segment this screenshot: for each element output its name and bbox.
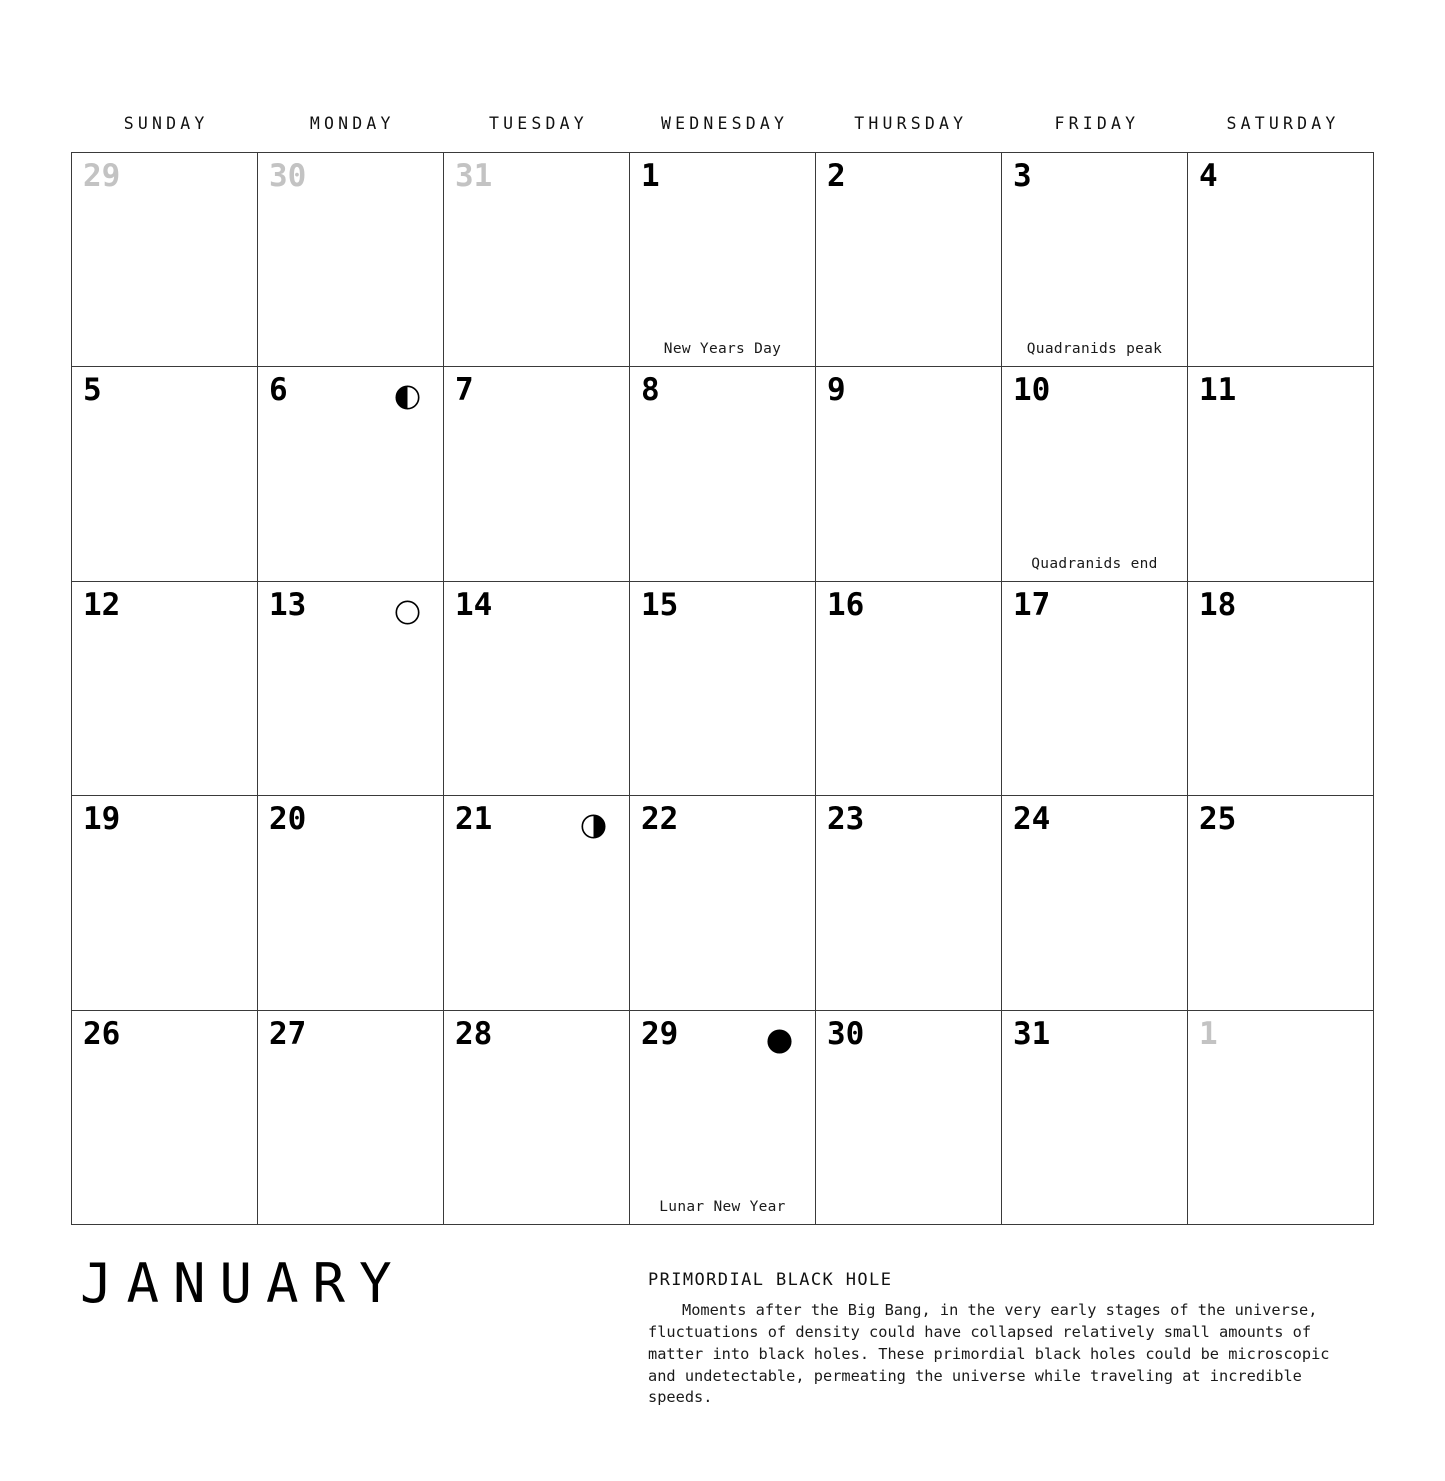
day-number: 8 [641,372,660,409]
day-number: 1 [641,158,660,194]
calendar-grid [71,152,1374,1225]
calendar-day-cell[interactable] [630,582,816,796]
calendar-day-cell[interactable] [1188,582,1374,796]
calendar-day-cell[interactable] [1002,796,1188,1010]
day-number: 4 [1199,158,1218,194]
day-number: 2 [827,158,846,194]
day-number: 29 [641,1015,679,1052]
calendar-day-cell[interactable] [258,796,444,1010]
day-number: 9 [827,372,846,409]
calendar-day-cell[interactable] [1188,153,1374,367]
day-number: 29 [83,158,121,194]
calendar-day-cell[interactable] [1002,582,1188,796]
day-number: 10 [1013,372,1051,409]
day-number: 31 [455,158,493,194]
calendar-day-cell[interactable] [816,582,1002,796]
full-moon-icon [766,1028,793,1055]
calendar-day-cell[interactable] [444,153,630,367]
new-moon-outline-icon [394,599,421,626]
calendar-day-cell[interactable] [444,1011,630,1225]
day-number: 11 [1199,372,1237,409]
day-number: 17 [1013,586,1051,623]
calendar-day-cell[interactable] [630,1011,816,1225]
calendar-day-cell[interactable] [1002,153,1188,367]
last-quarter-moon-icon [394,384,421,411]
day-number: 25 [1199,801,1237,838]
day-event-label: Quadranids peak [1026,341,1163,358]
weekday-label: THURSDAY [854,114,968,133]
calendar-day-cell[interactable] [258,1011,444,1225]
weekday-header-row [71,114,1374,133]
calendar-day-cell[interactable] [444,796,630,1010]
day-number: 1 [1199,1015,1218,1052]
calendar-day-cell[interactable] [72,796,258,1010]
month-title: JANUARY [80,1252,406,1315]
calendar-day-cell[interactable] [1002,1011,1188,1225]
calendar-day-cell[interactable] [816,796,1002,1010]
day-number: 13 [269,586,307,623]
day-number: 6 [269,372,288,409]
day-event-label: New Years Day [663,341,782,358]
article-body: Moments after the Big Bang, in the very early stages of the universe, fluctuations of density could have collapsed relatively small amounts of matter into black holes. These primordial black holes could be microscopic and undetectable, permeating the universe while traveling at incredible speeds. [648,1301,1339,1407]
calendar-day-cell[interactable] [72,153,258,367]
first-quarter-moon-icon [580,813,607,840]
calendar-day-cell[interactable] [630,153,816,367]
calendar-day-cell[interactable] [258,153,444,367]
calendar-day-cell[interactable] [444,367,630,581]
day-number: 7 [455,372,474,409]
article-block [648,1270,1348,1409]
day-event-label: Lunar New Year [659,1198,786,1215]
calendar-day-cell[interactable] [816,367,1002,581]
weekday-label: FRIDAY [1054,114,1140,133]
day-number: 14 [455,586,493,623]
day-number: 12 [83,586,121,623]
weekday-label: SATURDAY [1226,114,1340,133]
calendar-day-cell[interactable] [72,582,258,796]
day-number: 20 [269,801,307,838]
calendar-day-cell[interactable] [258,367,444,581]
calendar-day-cell[interactable] [258,582,444,796]
weekday-label: TUESDAY [488,114,588,133]
weekday-label: SUNDAY [123,114,209,133]
day-number: 30 [827,1015,865,1052]
day-number: 31 [1013,1015,1051,1052]
calendar-day-cell[interactable] [1188,1011,1374,1225]
calendar-day-cell[interactable] [630,367,816,581]
day-number: 27 [269,1015,307,1052]
day-number: 3 [1013,158,1032,194]
day-number: 24 [1013,801,1051,838]
day-number: 22 [641,801,679,838]
calendar-day-cell[interactable] [630,796,816,1010]
day-number: 21 [455,801,493,838]
weekday-label: MONDAY [309,114,395,133]
weekday-label: WEDNESDAY [660,114,789,133]
day-number: 18 [1199,586,1237,623]
day-number: 30 [269,158,307,194]
calendar-day-cell[interactable] [1188,796,1374,1010]
calendar-day-cell[interactable] [72,367,258,581]
day-number: 5 [83,372,102,409]
day-number: 23 [827,801,865,838]
day-number: 15 [641,586,679,623]
day-number: 28 [455,1015,493,1052]
day-number: 16 [827,586,865,623]
article-title: PRIMORDIAL BLACK HOLE [648,1270,893,1290]
calendar-day-cell[interactable] [1002,367,1188,581]
calendar-day-cell[interactable] [72,1011,258,1225]
calendar-day-cell[interactable] [444,582,630,796]
calendar-day-cell[interactable] [816,153,1002,367]
day-event-label: Quadranids end [1031,555,1158,572]
calendar-day-cell[interactable] [816,1011,1002,1225]
day-number: 26 [83,1015,121,1052]
calendar-day-cell[interactable] [1188,367,1374,581]
day-number: 19 [83,801,121,838]
